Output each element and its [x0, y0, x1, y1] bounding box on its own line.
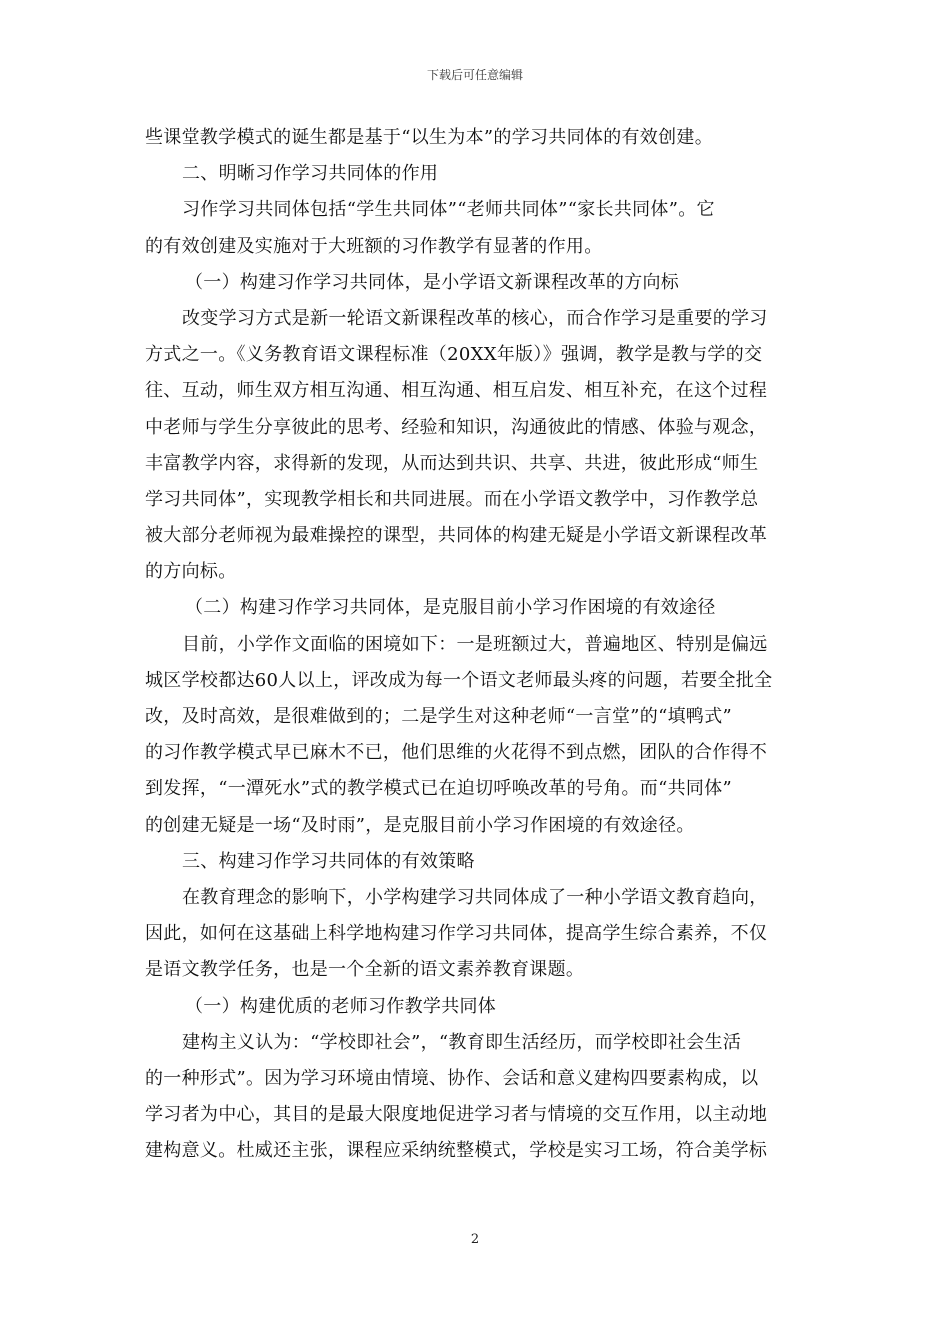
- text-line: 丰富教学内容，求得新的发现，从而达到共识、共享、共进，彼此形成“师生: [145, 452, 759, 474]
- text-line: 的创建无疑是一场“及时雨”，是克服目前小学习作困境的有效途径。: [145, 814, 695, 836]
- text-line: 往、互动，师生双方相互沟通、相互沟通、相互启发、相互补充，在这个过程: [145, 380, 768, 402]
- text-line: （一）构建习作学习共同体，是小学语文新课程改革的方向标: [185, 271, 680, 293]
- text-line: 二、明晰习作学习共同体的作用: [182, 163, 439, 185]
- text-line: 城区学校都达60人以上，评改成为每一个语文老师最头疼的问题，若要全批全: [145, 669, 773, 691]
- page-number: 2: [470, 1232, 480, 1247]
- text-line: 到发挥，“一潭死水”式的教学模式已在迫切呼唤改革的号角。而“共同体”: [145, 778, 733, 800]
- text-line: 些课堂教学模式的诞生都是基于“以生为本”的学习共同体的有效创建。: [145, 127, 714, 148]
- document-body: [145, 120, 805, 1169]
- text-line: 的方向标。: [145, 561, 237, 583]
- text-line: 被大部分老师视为最难操控的课型，共同体的构建无疑是小学语文新课程改革: [145, 525, 768, 547]
- page-header: 下载后可任意编辑: [426, 68, 523, 82]
- text-line: 是语文教学任务，也是一个全新的语文素养教育课题。: [145, 959, 585, 981]
- text-line: 的习作教学模式早已麻木不已，他们思维的火花得不到点燃，团队的合作得不: [145, 742, 768, 764]
- text-line: 的有效创建及实施对于大班额的习作教学有显著的作用。: [145, 235, 603, 257]
- text-line: 因此，如何在这基础上科学地构建习作学习共同体，提高学生综合素养，不仅: [145, 923, 768, 945]
- text-line: 目前，小学作文面临的困境如下：一是班额过大，普遍地区、特别是偏远: [182, 633, 768, 655]
- text-line: 建构主义认为：“学校即社会”，“教育即生活经历，而学校即社会生活: [182, 1031, 742, 1053]
- text-line: 方式之一。《义务教育语文课程标准（20XX年版）》强调，教学是教与学的交: [145, 344, 763, 366]
- text-line: 改，及时高效，是很难做到的；二是学生对这种老师“一言堂”的“填鸭式”: [145, 706, 733, 727]
- text-line: 中老师与学生分享彼此的思考、经验和知识，沟通彼此的情感、体验与观念，: [145, 416, 768, 438]
- text-line: 改变学习方式是新一轮语文新课程改革的核心，而合作学习是重要的学习: [182, 307, 768, 329]
- text-line: （一）构建优质的老师习作教学共同体: [185, 995, 497, 1017]
- text-line: 习作学习共同体包括“学生共同体”“老师共同体”“家长共同体”。它: [182, 199, 715, 221]
- text-line: 在教育理念的影响下，小学构建学习共同体成了一种小学语文教育趋向，: [182, 886, 768, 908]
- text-line: 的一种形式”。因为学习环境由情境、协作、会话和意义建构四要素构成，以: [145, 1067, 759, 1089]
- text-line: （二）构建习作学习共同体，是克服目前小学习作困境的有效途径: [185, 597, 716, 619]
- text-line: 学习者为中心，其目的是最大限度地促进学习者与情境的交互作用，以主动地: [145, 1104, 768, 1126]
- text-line: 建构意义。杜威还主张，课程应采纳统整模式，学校是实习工场，符合美学标: [145, 1140, 768, 1162]
- text-line: 学习共同体”，实现教学相长和共同进展。而在小学语文教学中，习作教学总: [145, 488, 759, 510]
- text-line: 三、构建习作学习共同体的有效策略: [182, 850, 475, 872]
